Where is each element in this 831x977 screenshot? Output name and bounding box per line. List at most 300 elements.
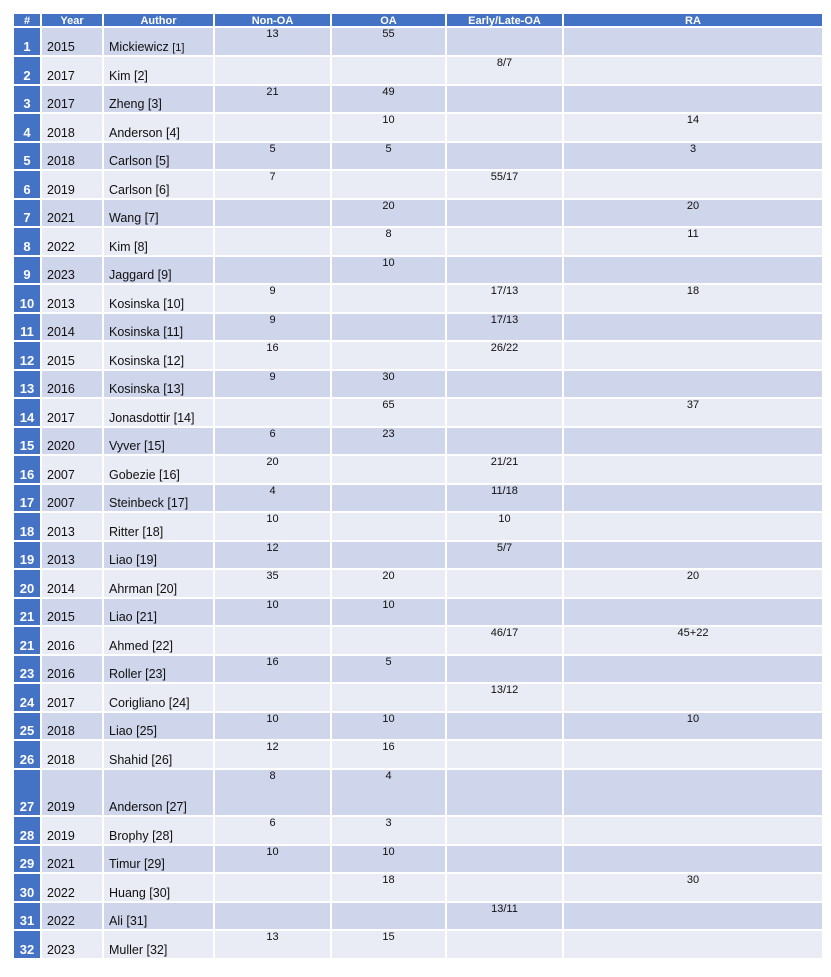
header-oa: OA <box>332 14 447 28</box>
row-number-text: 1 <box>23 39 31 54</box>
ra-cell <box>564 371 822 399</box>
row-number-text: 12 <box>19 353 35 368</box>
non-oa-cell <box>215 570 332 599</box>
non-oa-cell <box>215 627 332 656</box>
author-cell <box>104 456 215 485</box>
row-number-text: 30 <box>19 885 35 900</box>
author-cell <box>104 143 215 171</box>
early-late-oa-cell <box>447 285 564 314</box>
oa-cell <box>332 684 447 713</box>
table-row <box>14 257 822 285</box>
author-cell <box>104 874 215 903</box>
year-cell <box>42 456 104 485</box>
author-cell-text: Wang [7] <box>109 211 159 225</box>
year-cell-text: 2018 <box>47 753 75 767</box>
early-late-oa-cell <box>447 684 564 713</box>
row-number-text: 17 <box>19 495 35 510</box>
oa-cell-text: 8 <box>385 228 392 240</box>
row-number <box>14 741 42 770</box>
row-number <box>14 371 42 399</box>
non-oa-cell-text: 35 <box>266 570 279 582</box>
ra-cell <box>564 817 822 846</box>
row-number <box>14 513 42 542</box>
year-cell-text: 2021 <box>47 211 75 225</box>
row-number <box>14 817 42 846</box>
non-oa-cell-text: 9 <box>269 285 276 297</box>
early-late-oa-cell-text: 21/21 <box>490 456 519 468</box>
ra-cell <box>564 314 822 342</box>
non-oa-cell <box>215 57 332 86</box>
year-cell <box>42 874 104 903</box>
oa-cell-text: 5 <box>385 143 392 155</box>
early-late-oa-cell <box>447 456 564 485</box>
oa-cell <box>332 599 447 627</box>
non-oa-cell <box>215 513 332 542</box>
author-wrap <box>109 297 184 311</box>
oa-cell-text: 16 <box>382 741 395 753</box>
author-wrap <box>109 724 157 738</box>
early-late-oa-cell <box>447 874 564 903</box>
oa-cell <box>332 846 447 874</box>
author-cell <box>104 228 215 257</box>
non-oa-cell <box>215 456 332 485</box>
non-oa-cell-text: 10 <box>266 599 279 611</box>
author-cell <box>104 903 215 931</box>
oa-cell <box>332 656 447 684</box>
non-oa-cell <box>215 846 332 874</box>
non-oa-cell <box>215 741 332 770</box>
ra-cell-text: 18 <box>686 285 700 297</box>
table-row <box>14 627 822 656</box>
row-number <box>14 684 42 713</box>
year-cell <box>42 371 104 399</box>
year-cell <box>42 28 104 57</box>
early-late-oa-cell <box>447 931 564 960</box>
row-number <box>14 171 42 200</box>
author-cell-text: Zheng [3] <box>109 97 162 111</box>
row-number <box>14 570 42 599</box>
table-row <box>14 143 822 171</box>
ra-cell <box>564 513 822 542</box>
early-late-oa-cell <box>447 513 564 542</box>
non-oa-cell <box>215 428 332 456</box>
author-wrap <box>109 126 180 140</box>
oa-cell <box>332 903 447 931</box>
row-number-text: 24 <box>19 695 35 710</box>
ra-cell <box>564 285 822 314</box>
oa-cell <box>332 627 447 656</box>
row-number-text: 11 <box>20 324 34 339</box>
author-cell-text: Jaggard [9] <box>109 268 172 282</box>
author-wrap <box>109 696 190 710</box>
author-cell <box>104 200 215 228</box>
early-late-oa-cell <box>447 228 564 257</box>
table-row <box>14 513 822 542</box>
author-cell-text: Ahmed [22] <box>109 639 173 653</box>
oa-cell <box>332 817 447 846</box>
early-late-oa-cell-text: 55/17 <box>490 171 519 183</box>
ra-cell <box>564 114 822 143</box>
year-cell-text: 2022 <box>47 914 75 928</box>
oa-cell <box>332 342 447 371</box>
oa-cell-text: 3 <box>385 817 392 829</box>
row-number-text: 2 <box>23 68 31 83</box>
author-wrap <box>109 268 172 282</box>
row-number-text: 20 <box>19 581 35 596</box>
ra-cell-text: 11 <box>687 228 699 240</box>
year-cell-text: 2021 <box>47 857 75 871</box>
header-early-late-oa: Early/Late-OA <box>447 14 564 28</box>
ra-cell <box>564 846 822 874</box>
oa-cell <box>332 428 447 456</box>
author-wrap <box>109 857 165 871</box>
row-number <box>14 228 42 257</box>
year-cell <box>42 542 104 570</box>
row-number <box>14 903 42 931</box>
ra-cell-text: 14 <box>686 114 700 126</box>
year-cell <box>42 627 104 656</box>
oa-cell <box>332 86 447 114</box>
year-cell-text: 2013 <box>47 525 75 539</box>
author-cell <box>104 257 215 285</box>
early-late-oa-cell <box>447 342 564 371</box>
row-number-text: 29 <box>19 856 35 871</box>
author-cell-text: Mickiewicz <box>109 40 169 54</box>
row-number-text: 26 <box>19 752 35 767</box>
author-cell <box>104 846 215 874</box>
table-row <box>14 314 822 342</box>
author-wrap <box>109 354 184 368</box>
year-cell-text: 2018 <box>47 724 75 738</box>
author-cell <box>104 817 215 846</box>
ra-cell-text: 20 <box>686 570 700 582</box>
row-number <box>14 485 42 513</box>
oa-cell <box>332 200 447 228</box>
oa-cell-text: 55 <box>382 28 395 40</box>
ra-cell <box>564 399 822 428</box>
year-cell-text: 2007 <box>47 496 75 510</box>
author-cell <box>104 931 215 960</box>
author-cell-text: Kosinska [10] <box>109 297 185 311</box>
row-number <box>14 713 42 741</box>
ra-cell <box>564 713 822 741</box>
author-cell-text: Ritter [18] <box>109 525 164 539</box>
non-oa-cell <box>215 114 332 143</box>
oa-cell-text: 10 <box>382 846 395 858</box>
non-oa-cell <box>215 86 332 114</box>
early-late-oa-cell <box>447 200 564 228</box>
non-oa-cell <box>215 770 332 817</box>
non-oa-cell-text: 7 <box>269 171 276 183</box>
author-wrap <box>109 240 148 254</box>
author-wrap <box>109 468 180 482</box>
oa-cell <box>332 114 447 143</box>
oa-cell-text: 15 <box>382 931 395 943</box>
row-number-text: 27 <box>19 799 35 814</box>
early-late-oa-cell <box>447 656 564 684</box>
author-cell-text: Vyver [15] <box>109 439 165 453</box>
year-cell <box>42 770 104 817</box>
early-late-oa-cell <box>447 399 564 428</box>
year-cell-text: 2015 <box>47 610 75 624</box>
early-late-oa-cell <box>447 903 564 931</box>
table-row <box>14 656 822 684</box>
oa-cell-text: 5 <box>385 656 392 668</box>
year-cell-text: 2015 <box>47 354 75 368</box>
table-row <box>14 285 822 314</box>
ra-cell <box>564 874 822 903</box>
oa-cell <box>332 399 447 428</box>
non-oa-cell-text: 10 <box>266 513 279 525</box>
author-wrap <box>109 525 163 539</box>
author-cell-text: Timur [29] <box>109 857 165 871</box>
row-number <box>14 257 42 285</box>
oa-cell-text: 20 <box>382 570 395 582</box>
row-number <box>14 200 42 228</box>
ra-cell <box>564 931 822 960</box>
oa-cell <box>332 770 447 817</box>
early-late-oa-cell <box>447 627 564 656</box>
oa-cell <box>332 713 447 741</box>
ra-cell <box>564 599 822 627</box>
table-row <box>14 903 822 931</box>
year-cell <box>42 114 104 143</box>
early-late-oa-cell <box>447 314 564 342</box>
early-late-oa-cell-text: 46/17 <box>490 627 519 639</box>
early-late-oa-cell <box>447 485 564 513</box>
year-cell <box>42 903 104 931</box>
table-row <box>14 428 822 456</box>
table-row <box>14 342 822 371</box>
ra-cell-text: 30 <box>686 874 700 886</box>
ra-cell <box>564 542 822 570</box>
row-number-text: 18 <box>19 524 35 539</box>
early-late-oa-cell <box>447 713 564 741</box>
table-row <box>14 28 822 57</box>
row-number <box>14 456 42 485</box>
oa-cell <box>332 314 447 342</box>
year-cell <box>42 285 104 314</box>
author-cell-text: Ali [31] <box>109 914 148 928</box>
year-cell <box>42 931 104 960</box>
year-cell <box>42 485 104 513</box>
author-cell-text: Carlson [5] <box>109 154 170 168</box>
row-number-text: 21 <box>19 609 35 624</box>
ra-cell <box>564 143 822 171</box>
row-number <box>14 342 42 371</box>
row-number-text: 16 <box>19 467 35 482</box>
oa-cell <box>332 874 447 903</box>
non-oa-cell <box>215 314 332 342</box>
ra-cell <box>564 200 822 228</box>
ra-cell <box>564 570 822 599</box>
early-late-oa-cell-text: 11/18 <box>491 485 518 497</box>
early-late-oa-cell <box>447 542 564 570</box>
ra-cell <box>564 428 822 456</box>
non-oa-cell <box>215 371 332 399</box>
early-late-oa-cell-text: 13/11 <box>491 903 518 915</box>
author-cell-text: Kosinska [11] <box>109 325 184 339</box>
author-wrap <box>109 439 165 453</box>
year-cell-text: 2017 <box>47 696 75 710</box>
oa-cell-text: 10 <box>382 257 395 269</box>
row-number-text: 31 <box>19 913 35 928</box>
row-number-text: 25 <box>19 723 35 738</box>
row-number <box>14 285 42 314</box>
row-number <box>14 114 42 143</box>
oa-cell <box>332 931 447 960</box>
row-number <box>14 428 42 456</box>
early-late-oa-cell <box>447 428 564 456</box>
year-cell <box>42 599 104 627</box>
ra-cell <box>564 28 822 57</box>
year-cell <box>42 200 104 228</box>
non-oa-cell-text: 10 <box>266 846 279 858</box>
non-oa-cell <box>215 903 332 931</box>
table-row <box>14 684 822 713</box>
oa-cell <box>332 371 447 399</box>
oa-cell-text: 20 <box>382 200 395 212</box>
author-cell <box>104 314 215 342</box>
author-cell <box>104 342 215 371</box>
table-row <box>14 485 822 513</box>
non-oa-cell <box>215 228 332 257</box>
early-late-oa-cell <box>447 741 564 770</box>
author-cell-text: Kim [8] <box>109 240 148 254</box>
studies-table <box>14 14 822 960</box>
author-cell <box>104 542 215 570</box>
non-oa-cell-text: 13 <box>266 931 279 943</box>
year-cell-text: 2016 <box>47 382 75 396</box>
non-oa-cell-text: 5 <box>269 143 276 155</box>
row-number-text: 32 <box>19 942 35 957</box>
ra-cell <box>564 627 822 656</box>
row-number-text: 14 <box>19 410 35 425</box>
row-number <box>14 28 42 57</box>
author-cell-text: Anderson [4] <box>109 126 180 140</box>
early-late-oa-cell-text: 13/12 <box>490 684 519 696</box>
row-number <box>14 143 42 171</box>
non-oa-cell-text: 9 <box>269 371 276 383</box>
row-number <box>14 599 42 627</box>
author-cell <box>104 57 215 86</box>
author-cell-text: Corigliano [24] <box>109 696 190 710</box>
year-cell <box>42 513 104 542</box>
author-cell-text: Brophy [28] <box>109 829 173 843</box>
author-wrap <box>109 943 167 957</box>
table-row <box>14 399 822 428</box>
oa-cell-text: 4 <box>385 770 392 782</box>
year-cell <box>42 171 104 200</box>
year-cell-text: 2015 <box>47 40 75 54</box>
oa-cell <box>332 57 447 86</box>
ra-cell-text: 3 <box>689 143 697 155</box>
author-cell-text: Kosinska [12] <box>109 354 185 368</box>
author-wrap <box>109 97 162 111</box>
author-wrap <box>109 69 148 83</box>
table-row <box>14 570 822 599</box>
row-number-text: 10 <box>19 296 35 311</box>
row-number-text: 9 <box>23 267 31 282</box>
header-year: Year <box>42 14 104 28</box>
table-row <box>14 200 822 228</box>
early-late-oa-cell-text: 26/22 <box>490 342 519 354</box>
year-cell-text: 2022 <box>47 240 75 254</box>
ra-cell <box>564 741 822 770</box>
author-cell-text: Jonasdottir [14] <box>109 411 195 425</box>
author-wrap <box>109 610 157 624</box>
non-oa-cell <box>215 713 332 741</box>
table-row <box>14 171 822 200</box>
non-oa-cell <box>215 931 332 960</box>
early-late-oa-cell-text: 17/13 <box>490 285 519 297</box>
author-cell-text: Shahid [26] <box>109 753 173 767</box>
author-cell <box>104 684 215 713</box>
non-oa-cell-text: 8 <box>269 770 276 782</box>
row-number-text: 23 <box>19 666 35 681</box>
year-cell <box>42 57 104 86</box>
author-cell-text: Muller [32] <box>109 943 168 957</box>
header-ra: RA <box>564 14 822 28</box>
author-cell <box>104 485 215 513</box>
non-oa-cell <box>215 28 332 57</box>
year-cell-text: 2017 <box>47 69 75 83</box>
year-cell <box>42 257 104 285</box>
ra-cell-text: 37 <box>686 399 700 411</box>
early-late-oa-cell <box>447 570 564 599</box>
early-late-oa-cell <box>447 846 564 874</box>
year-cell-text: 2014 <box>47 325 75 339</box>
oa-cell-text: 49 <box>382 86 395 98</box>
author-wrap <box>109 496 188 510</box>
year-cell-text: 2022 <box>47 886 75 900</box>
ra-cell <box>564 171 822 200</box>
year-cell-text: 2013 <box>47 553 75 567</box>
table-row <box>14 599 822 627</box>
early-late-oa-cell <box>447 770 564 817</box>
author-cell-text: Liao [25] <box>109 724 157 738</box>
year-cell-text: 2019 <box>47 829 75 843</box>
non-oa-cell <box>215 874 332 903</box>
year-cell-text: 2016 <box>47 667 75 681</box>
ra-cell <box>564 770 822 817</box>
early-late-oa-cell <box>447 257 564 285</box>
row-number <box>14 399 42 428</box>
author-wrap <box>109 325 183 339</box>
author-wrap <box>109 914 147 928</box>
table-body <box>14 28 822 960</box>
author-cell <box>104 86 215 114</box>
non-oa-cell <box>215 599 332 627</box>
ra-cell-text: 45+22 <box>677 627 709 639</box>
oa-cell <box>332 513 447 542</box>
year-cell-text: 2018 <box>47 126 75 140</box>
non-oa-cell-text: 13 <box>266 28 279 40</box>
author-wrap <box>109 582 177 596</box>
oa-cell <box>332 171 447 200</box>
ra-cell <box>564 342 822 371</box>
author-cell <box>104 28 215 57</box>
table-row <box>14 713 822 741</box>
non-oa-cell-text: 6 <box>269 817 276 829</box>
year-cell <box>42 399 104 428</box>
row-number-text: 6 <box>23 182 31 197</box>
early-late-oa-cell-text: 10 <box>498 513 511 525</box>
non-oa-cell <box>215 257 332 285</box>
non-oa-cell-text: 20 <box>266 456 279 468</box>
early-late-oa-cell <box>447 171 564 200</box>
year-cell <box>42 846 104 874</box>
